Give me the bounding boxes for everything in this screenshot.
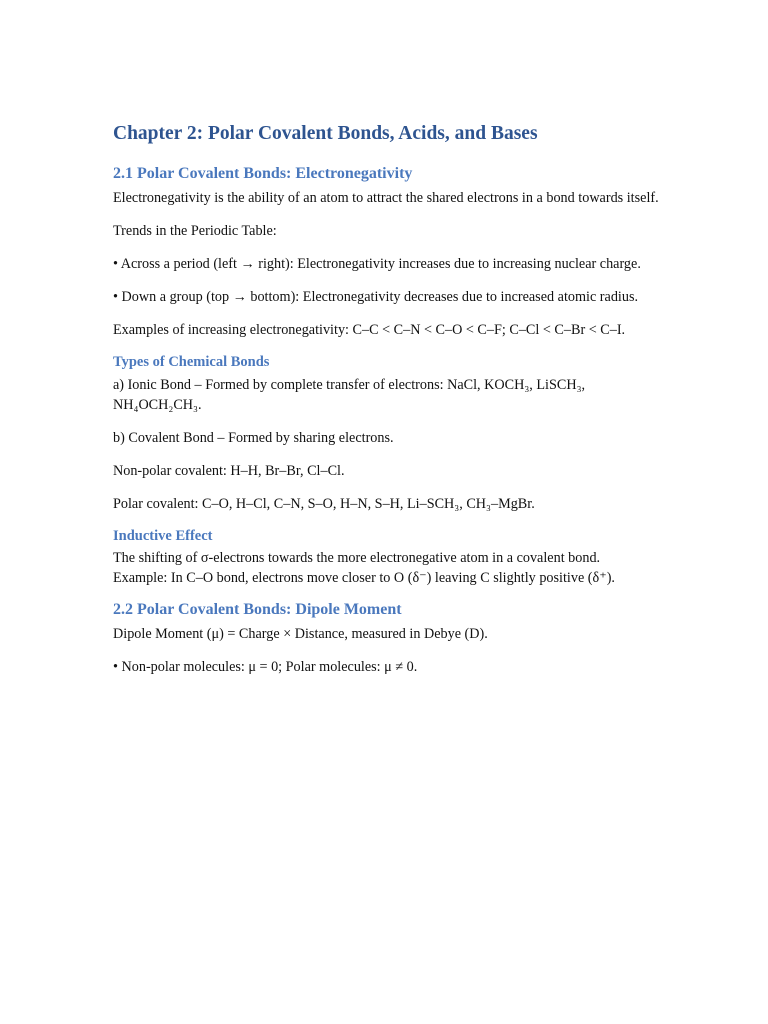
dipole-moment-bullet: • Non-polar molecules: μ = 0; Polar molecules: μ ≠ 0. bbox=[113, 659, 418, 676]
covalent-bond-text: b) Covalent Bond – Formed by sharing electrons. bbox=[113, 429, 394, 446]
inductive-effect-heading: Inductive Effect bbox=[113, 527, 213, 544]
chapter-title: Chapter 2: Polar Covalent Bonds, Acids, and Bases bbox=[113, 123, 538, 144]
trend-down-group: • Down a group (top → bottom): Electronegativity decreases due to increased atomic radius. bbox=[113, 289, 639, 306]
electronegativity-examples: Examples of increasing electronegativity: C–C < C–N < C–O < C–F; C–Cl < C–Br < C–I. bbox=[113, 322, 626, 339]
section-heading-2-2: 2.2 Polar Covalent Bonds: Dipole Moment bbox=[113, 601, 402, 619]
trends-label: Trends in the Periodic Table: bbox=[113, 223, 277, 240]
section-heading-2-1: 2.1 Polar Covalent Bonds: Electronegativity bbox=[113, 165, 413, 183]
trend-across-period: • Across a period (left → right): Electronegativity increases due to increasing nuclear charge. bbox=[113, 256, 641, 273]
inductive-effect-definition: The shifting of σ-electrons towards the more electronegative atom in a covalent bond. bbox=[113, 550, 601, 567]
types-of-bonds-heading: Types of Chemical Bonds bbox=[113, 354, 270, 371]
non-polar-covalent-text: Non-polar covalent: H–H, Br–Br, Cl–Cl. bbox=[113, 462, 345, 479]
inductive-effect-example: Example: In C–O bond, electrons move closer to O (δ⁻) leaving C slightly positive (δ⁺). bbox=[113, 570, 615, 587]
electronegativity-definition: Electronegativity is the ability of an atom to attract the shared electrons in a bond towards itself. bbox=[113, 190, 659, 207]
document-body bbox=[113, 122, 673, 690]
polar-covalent-text: Polar covalent: C–O, H–Cl, C–N, S–O, H–N, S–H, Li–SCH₃, CH₃–MgBr. bbox=[113, 495, 535, 512]
dipole-moment-definition: Dipole Moment (μ) = Charge × Distance, measured in Debye (D). bbox=[113, 626, 488, 643]
ionic-bond-text: a) Ionic Bond – Formed by complete transfer of electrons: NaCl, KOCH₃, LiSCH₃, NH₄OCH₂CH₃. bbox=[113, 376, 586, 413]
